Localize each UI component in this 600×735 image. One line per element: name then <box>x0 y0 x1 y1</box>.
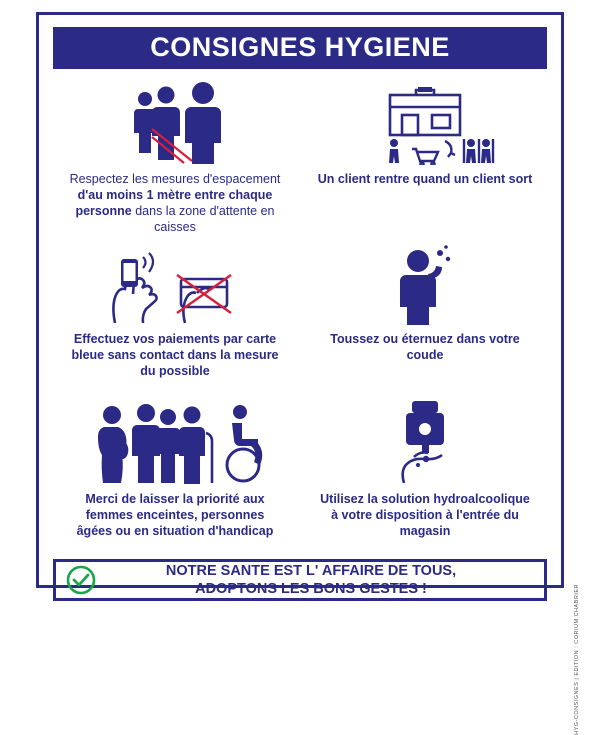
instruction-item-social-distancing <box>53 75 297 235</box>
instruction-caption: Effectuez vos paiements par carte bleue sans contact dans la mesure du possible <box>71 332 279 378</box>
social-distancing-icon <box>100 79 250 165</box>
hand-sanitizer-icon <box>360 399 490 485</box>
check-circle-icon <box>66 565 96 595</box>
footer-banner <box>53 559 547 601</box>
footer-line-1: NOTRE SANTE EST L' AFFAIRE DE TOUS, <box>165 563 457 579</box>
instruction-caption: Toussez ou éternuez dans votre coude <box>330 332 520 362</box>
instruction-caption: Un client rentre quand un client sort <box>317 172 533 186</box>
page-title: CONSIGNES HYGIENE <box>53 27 547 69</box>
instructions-grid <box>53 69 547 555</box>
cough-elbow-icon <box>360 239 490 325</box>
instruction-item-priority-persons <box>53 395 297 555</box>
footer-text <box>106 562 534 598</box>
priority-persons-icon <box>80 399 270 485</box>
store-entrance-icon <box>350 79 500 165</box>
contactless-payment-icon <box>85 239 265 325</box>
instruction-caption: Merci de laisser la priorité aux femmes enceintes, personnes âgées ou en situation d'handicap <box>76 492 274 538</box>
side-reference-code: HYG-CONSIGNES | EDITION : CORIUM CHABRIER <box>574 584 580 735</box>
instruction-item-contactless-payment <box>53 235 297 395</box>
instruction-item-store-entrance <box>303 75 547 235</box>
footer-line-2: ADOPTONS LES BONS GESTES ! <box>195 581 427 598</box>
poster-frame <box>36 12 564 598</box>
instruction-caption: Utilisez la solution hydroalcoolique à votre disposition à l'entrée du magasin <box>320 492 530 538</box>
instruction-item-hand-sanitizer <box>303 395 547 555</box>
instruction-caption: Respectez les mesures d'espacement d'au moins 1 mètre entre chaque personne dans la zone d'attente en caisses <box>69 172 281 234</box>
instruction-item-cough-elbow <box>303 235 547 395</box>
